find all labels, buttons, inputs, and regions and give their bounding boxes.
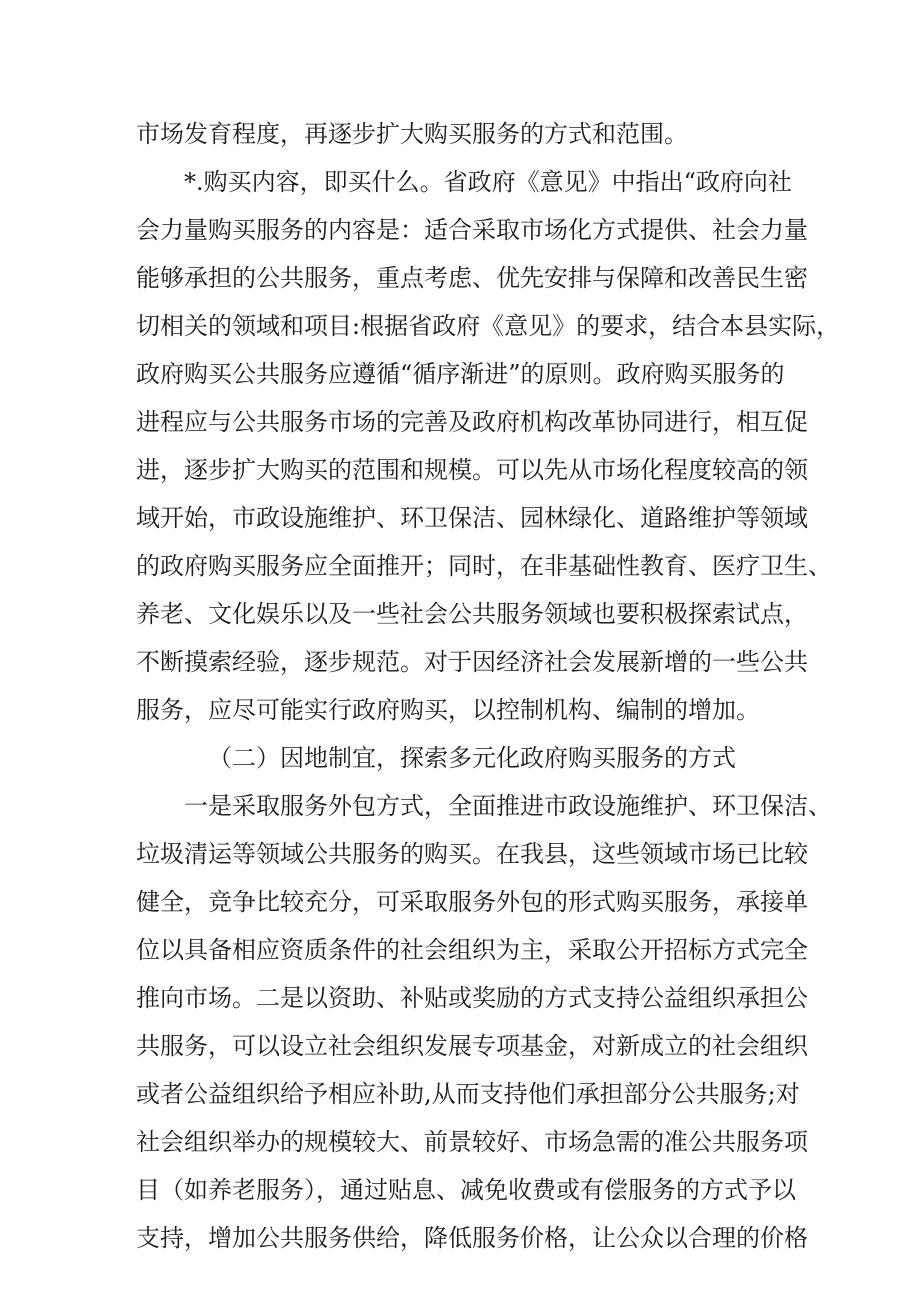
text-line: 位以具备相应资质条件的社会组织为主，采取公开招标方式完全 (136, 936, 808, 964)
text-line: 服务，应尽可能实行政府购买，以控制机构、编制的增加。 (136, 696, 760, 724)
text-line: 共服务，可以设立社会组织发展专项基金，对新成立的社会组织 (136, 1032, 808, 1060)
text-line: 域开始，市政设施维护、环卫保洁、园林绿化、道路维护等领域 (136, 504, 808, 532)
text-line: 进程应与公共服务市场的完善及政府机构改革协同进行，相互促 (136, 408, 808, 436)
text-line: 养老、文化娱乐以及一些社会公共服务领域也要积极探索试点， (136, 600, 808, 628)
text-line: 社会组织举办的规模较大、前景较好、市场急需的准公共服务项 (136, 1128, 808, 1156)
text-line: 一是采取服务外包方式，全面推进市政设施维护、环卫保洁、 (184, 792, 832, 820)
text-line: 切相关的领域和项目:根据省政府《意见》的要求，结合本县实际， (136, 312, 841, 340)
text-line: 健全，竞争比较充分，可采取服务外包的形式购买服务，承接单 (136, 888, 808, 916)
text-line: 会力量购买服务的内容是：适合采取市场化方式提供、社会力量 (136, 216, 808, 244)
text-line: 支持，增加公共服务供给，降低服务价格，让公众以合理的价格 (136, 1224, 808, 1252)
text-line: 目（如养老服务），通过贴息、减免收费或有偿服务的方式予以 (136, 1176, 796, 1204)
text-line: 的政府购买服务应全面推开；同时，在非基础性教育、医疗卫生、 (136, 552, 832, 580)
text-line: 推向市场。二是以资助、补贴或奖励的方式支持公益组织承担公 (136, 984, 808, 1012)
text-line: 垃圾清运等领域公共服务的购买。在我县，这些领域市场已比较 (136, 840, 808, 868)
text-line: 市场发育程度，再逐步扩大购买服务的方式和范围。 (136, 120, 688, 148)
text-line: 能够承担的公共服务，重点考虑、优先安排与保障和改善民生密 (136, 264, 808, 292)
text-line: 政府购买公共服务应遵循“循序渐进”的原则。政府购买服务的 (136, 360, 785, 388)
text-line: *.购买内容，即买什么。省政府《意见》中指出“政府向社 (184, 168, 792, 196)
text-line: 或者公益组织给予相应补助,从而支持他们承担部分公共服务;对 (136, 1080, 800, 1108)
section-heading: （二）因地制宜，探索多元化政府购买服务的方式 (208, 744, 736, 772)
text-line: 进，逐步扩大购买的范围和规模。可以先从市场化程度较高的领 (136, 456, 808, 484)
text-line: 不断摸索经验，逐步规范。对于因经济社会发展新增的一些公共 (136, 648, 808, 676)
